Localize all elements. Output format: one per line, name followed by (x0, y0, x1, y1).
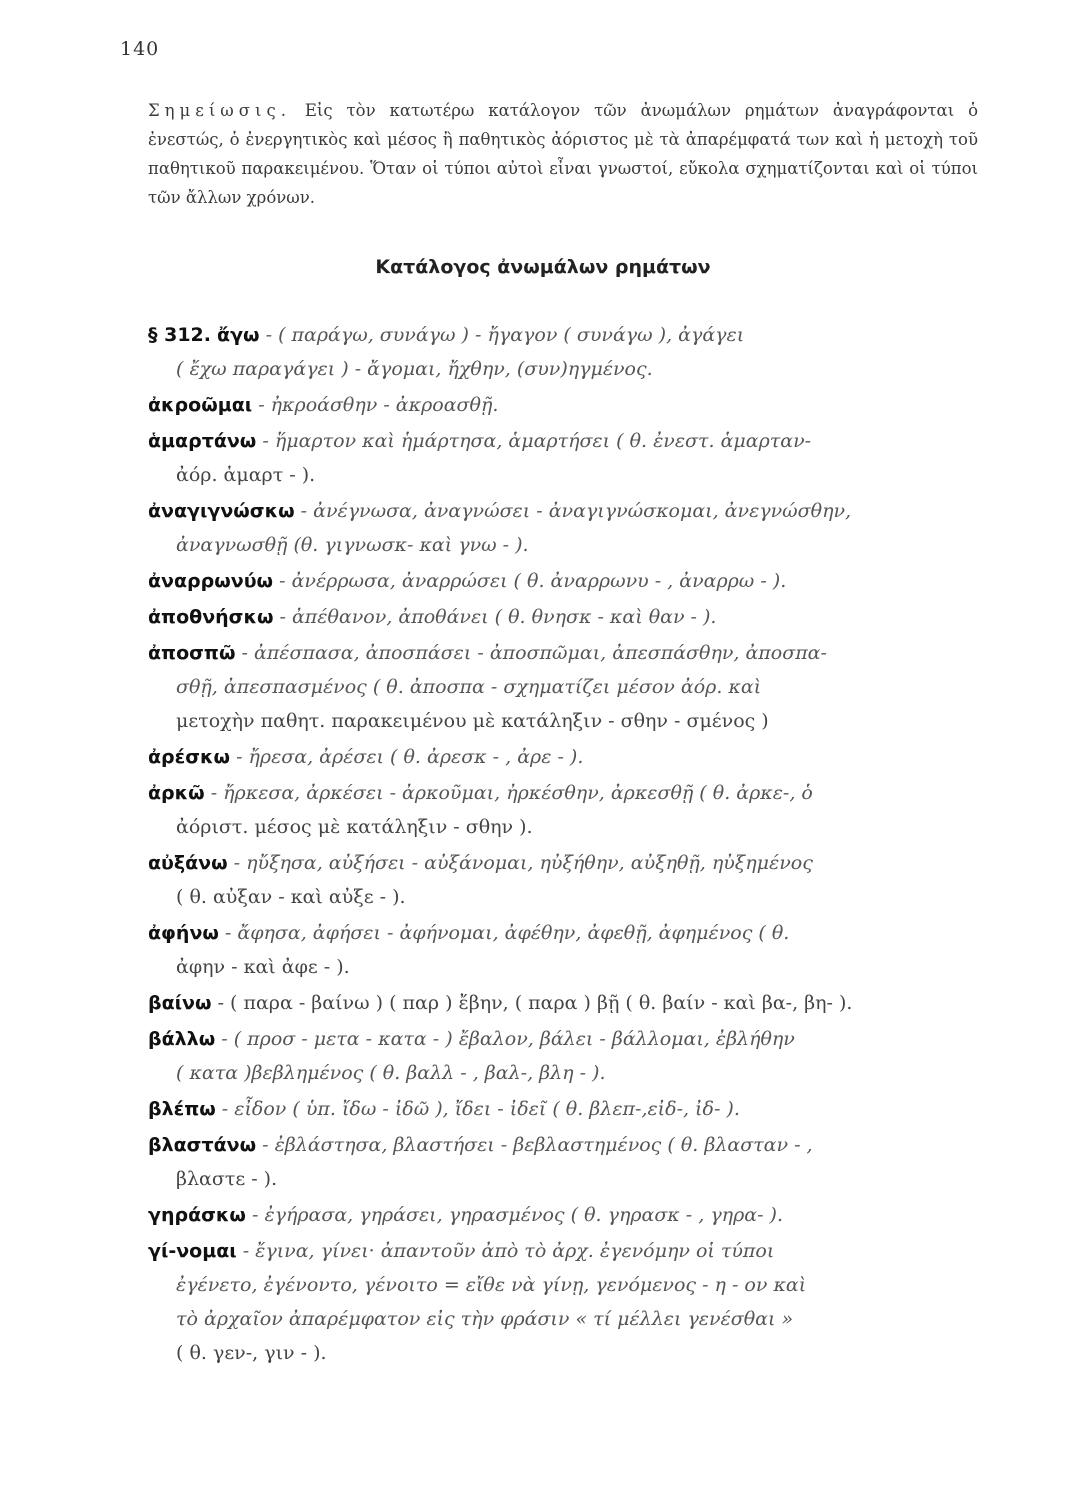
verb-lemma: ἀρέσκω (148, 746, 231, 768)
entry-line (148, 986, 982, 1020)
verb-entry (148, 600, 982, 634)
note-label: Σημείωσις. (148, 101, 291, 120)
entry-continuation: ἀναγνωσθῇ (θ. γιγνωσκ- καὶ γνω - ). (176, 534, 529, 556)
verb-lemma: ἀφήνω (148, 922, 219, 944)
verb-lemma: ἄγω (217, 324, 260, 346)
verb-entry (148, 1234, 982, 1370)
verb-entry (148, 1198, 982, 1232)
verb-forms: - ηὔξησα, αὐξήσει - αὐξάνομαι, ηὐξήθην, αὐξηθῇ, ηὐξημένος (233, 852, 813, 874)
verb-entry (148, 318, 982, 386)
verb-entry (148, 1092, 982, 1126)
verb-forms: - ἥμαρτον καὶ ἡμάρτησα, ἁμαρτήσει ( θ. ἐνεστ. ἁμαρταν- (262, 430, 812, 452)
entry-continuation: μετοχὴν παθητ. παρακειμένου μὲ κατάληξιν - σθην - σμένος ) (176, 710, 769, 732)
entry-line (148, 740, 982, 774)
entry-continuation: ( ἔχω παραγάγει ) - ἄγομαι, ἤχθην, (συν)ηγμένος. (176, 358, 653, 380)
entry-line (148, 1234, 982, 1268)
entry-continuation: τὸ ἀρχαῖον ἀπαρέμφατον εἰς τὴν φράσιν « τί μέλλει γενέσθαι » (176, 1308, 794, 1330)
verb-forms: - ἄφησα, ἀφήσει - ἀφήνομαι, ἀφέθην, ἀφεθῇ, ἀφημένος ( θ. (224, 922, 790, 944)
verb-entry (148, 916, 982, 984)
verb-forms: - ἀπέθανον, ἀποθάνει ( θ. θνησκ - καὶ θαν - ). (279, 606, 717, 628)
entry-continuation: ( θ. αὐξαν - καὶ αὐξε - ). (176, 886, 406, 908)
verb-entry (148, 388, 982, 422)
verb-lemma: γηράσκω (148, 1204, 246, 1226)
verb-entry (148, 636, 982, 738)
section-number: § 312. (148, 324, 211, 346)
entry-continuation: ἀόρ. ἁμαρτ - ). (176, 464, 316, 486)
verb-entry (148, 986, 982, 1020)
verb-entry (148, 424, 982, 492)
verb-lemma: ἀναρρωνύω (148, 570, 274, 592)
verb-lemma: βλέπω (148, 1098, 216, 1120)
entry-line (148, 846, 982, 880)
verb-lemma: ἁμαρτάνω (148, 430, 257, 452)
entry-line (148, 564, 982, 598)
verb-lemma: ἀποθνήσκω (148, 606, 274, 628)
page-number: 140 (120, 38, 160, 60)
verb-forms: - ἐγήρασα, γηράσει, γηρασμένος ( θ. γηρασκ - , γηρα- ). (251, 1204, 783, 1226)
entry-line (148, 318, 982, 352)
entry-line (148, 424, 982, 458)
entry-line (148, 388, 982, 422)
verb-entry (148, 1022, 982, 1090)
entry-line (148, 1022, 982, 1056)
note-paragraph (148, 96, 978, 212)
verb-lemma: ἀκροῶμαι (148, 394, 253, 416)
verb-forms: - ( προσ - μετα - κατα - ) ἔβαλον, βάλει - βάλλομαι, ἐβλήθην (221, 1028, 795, 1050)
verb-forms: - ἔγινα, γίνει· ἀπαντοῦν ἀπὸ τὸ ἀρχ. ἐγενόμην οἱ τύποι (242, 1240, 775, 1262)
verb-forms: - ἀπέσπασα, ἀποσπάσει - ἀποσπῶμαι, ἀπεσπάσθην, ἀποσπα- (241, 642, 827, 664)
entry-line (148, 1128, 982, 1162)
entry-line (148, 636, 982, 670)
verb-list (148, 318, 982, 1372)
section-heading: Κατάλογος ἀνωμάλων ρημάτων (375, 256, 711, 278)
verb-forms: - ἀνέρρωσα, ἀναρρώσει ( θ. ἀναρρωνυ - , ἀναρρω - ). (279, 570, 787, 592)
verb-entry (148, 776, 982, 844)
verb-entry (148, 564, 982, 598)
verb-lemma: ἀναγιγνώσκω (148, 500, 295, 522)
entry-line (148, 776, 982, 810)
verb-lemma: αὐξάνω (148, 852, 228, 874)
verb-entry (148, 494, 982, 562)
entry-continuation: ἀφην - καὶ ἀφε - ). (176, 956, 350, 978)
entry-line (148, 494, 982, 528)
verb-forms: - εἶδον ( ὑπ. ἴδω - ἰδῶ ), ἴδει - ἰδεῖ ( θ. βλεπ-,εἰδ-, ἰδ- ). (221, 1098, 740, 1120)
verb-forms: - ἤρεσα, ἀρέσει ( θ. ἀρεσκ - , ἀρε - ). (236, 746, 584, 768)
entry-continuation: σθῇ, ἀπεσπασμένος ( θ. ἀποσπα - σχηματίζει μέσον ἀόρ. καὶ (176, 676, 762, 698)
verb-lemma: βαίνω (148, 992, 212, 1014)
verb-forms: - ἀνέγνωσα, ἀναγνώσει - ἀναγιγνώσκομαι, ἀνεγνώσθην, (300, 500, 852, 522)
verb-lemma: ἀρκῶ (148, 782, 205, 804)
verb-entry (148, 740, 982, 774)
entry-line (148, 1092, 982, 1126)
verb-entry (148, 1128, 982, 1196)
verb-lemma: βάλλω (148, 1028, 216, 1050)
entry-continuation: ἐγένετο, ἐγένοντο, γένοιτο = εἴθε νὰ γίνῃ, γενόμενος - η - ον καὶ (176, 1274, 807, 1296)
verb-forms: - ἤρκεσα, ἀρκέσει - ἀρκοῦμαι, ἠρκέσθην, ἀρκεσθῇ ( θ. ἀρκε-, ὁ (210, 782, 813, 804)
verb-forms: - ἠκροάσθην - ἀκροασθῇ. (258, 394, 499, 416)
verb-forms: - ( παρα - βαίνω ) ( παρ ) ἔβην, ( παρα ) βῇ ( θ. βαίν - καὶ βα-, βη- ). (217, 992, 853, 1014)
entry-continuation: ( κατα )βεβλημένος ( θ. βαλλ - , βαλ-, βλη - ). (176, 1062, 606, 1084)
verb-entry (148, 846, 982, 914)
entry-continuation: ( θ. γεν-, γιν - ). (176, 1342, 327, 1364)
note-text: Εἰς τὸν κατωτέρω κατάλογον τῶν ἀνωμάλων ρημάτων ἀναγράφονται ὁ ἐνεστώς, ὁ ἐνεργητικὸς καὶ μέσος ἢ παθητικὸς ἀόριστος μὲ τὰ ἀπαρέμφατά των καὶ ἡ μετοχὴ τοῦ παθητικοῦ παρακειμένου. Ὅταν οἱ τύποι αὐτοὶ εἶναι γνωστοί, εὔκολα σχηματίζονται καὶ οἱ τύποι τῶν ἄλλων χρόνων. (148, 101, 978, 207)
entry-line (148, 600, 982, 634)
verb-forms: - ἐβλάστησα, βλαστήσει - βεβλαστημένος ( θ. βλασταν - , (262, 1134, 813, 1156)
verb-lemma: γί-νομαι (148, 1240, 237, 1262)
verb-forms: - ( παράγω, συνάγω ) - ἤγαγον ( συνάγω ), ἀγάγει (265, 324, 745, 346)
entry-line (148, 916, 982, 950)
entry-continuation: βλαστε - ). (176, 1168, 278, 1190)
entry-continuation: ἀόριστ. μέσος μὲ κατάληξιν - σθην ). (176, 816, 533, 838)
entry-line (148, 1198, 982, 1232)
verb-lemma: ἀποσπῶ (148, 642, 236, 664)
verb-lemma: βλαστάνω (148, 1134, 257, 1156)
